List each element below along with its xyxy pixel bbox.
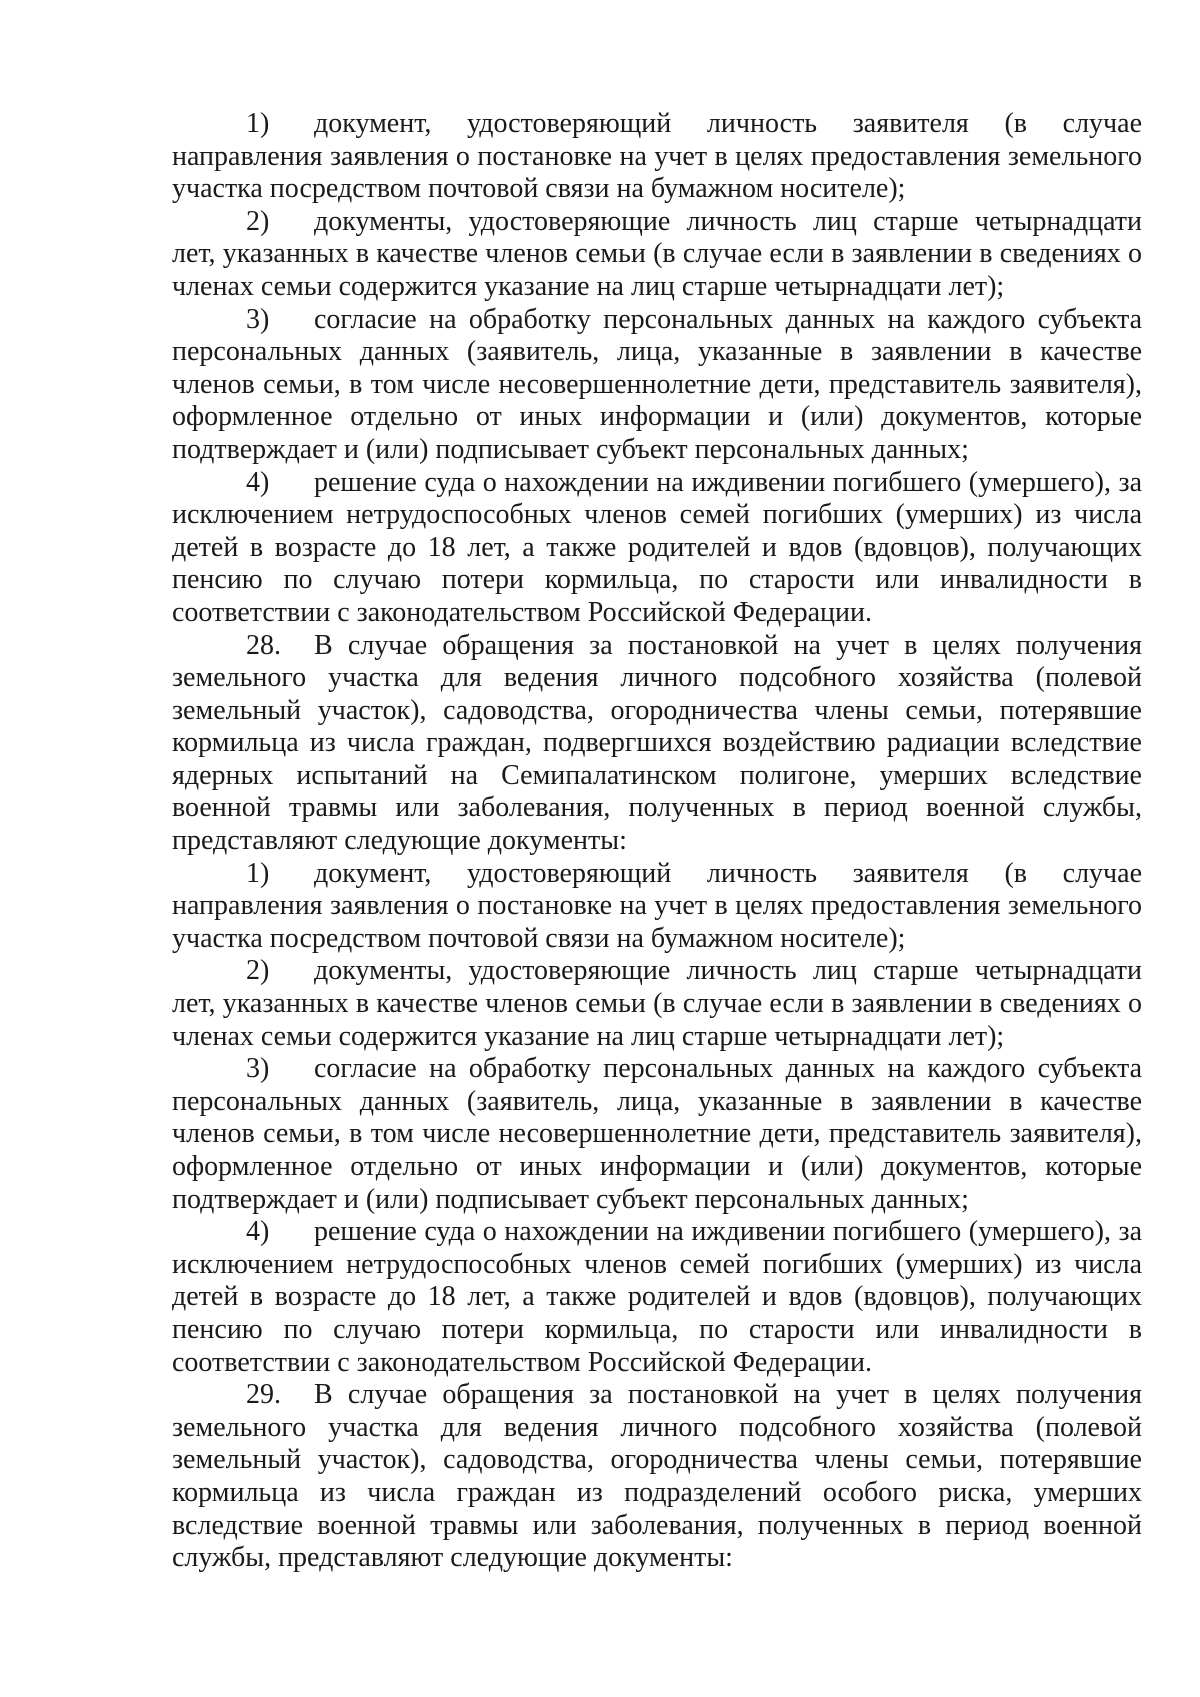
list-item xyxy=(172,467,1142,630)
item-text: согласие на обработку персональных данных на каждого субъекта персональных данных (заявитель, лица, указанные в заявлении в качестве членов семьи, в том числе несовершеннолетние дети, представитель заявителя), оформленное отдельно от иных информации и (или) документов, которые подтверждает и (или) подписывает субъект персональных данных; xyxy=(172,1053,1142,1215)
item-number: 3) xyxy=(246,1053,270,1085)
item-text: решение суда о нахождении на иждивении погибшего (умершего), за исключением нетрудоспособных членов семей погибших (умерших) из числа детей в возрасте до 18 лет, а также родителей и вдов (вдовцов), получающих пенсию по случаю потери кормильца, по старости или инвалидности в соответствии с законодательством Российской Федерации. xyxy=(172,466,1142,628)
item-number: 4) xyxy=(246,1216,270,1248)
clause-number: 29. xyxy=(246,1379,281,1411)
item-text: документ, удостоверяющий личность заявителя (в случае направления заявления о постановке на учет в целях предоставления земельного участка посредством почтовой связи на бумажном носителе); xyxy=(172,108,1142,205)
item-text: решение суда о нахождении на иждивении погибшего (умершего), за исключением нетрудоспособных членов семей погибших (умерших) из числа детей в возрасте до 18 лет, а также родителей и вдов (вдовцов), получающих пенсию по случаю потери кормильца, по старости или инвалидности в соответствии с законодательством Российской Федерации. xyxy=(172,1216,1142,1378)
item-text: документ, удостоверяющий личность заявителя (в случае направления заявления о постановке на учет в целях предоставления земельного участка посредством почтовой связи на бумажном носителе); xyxy=(172,857,1142,954)
item-text: согласие на обработку персональных данных на каждого субъекта персональных данных (заявитель, лица, указанные в заявлении в качестве членов семьи, в том числе несовершеннолетние дети, представитель заявителя), оформленное отдельно от иных информации и (или) документов, которые подтверждает и (или) подписывает субъект персональных данных; xyxy=(172,303,1142,465)
item-number: 3) xyxy=(246,303,270,335)
clause-number: 28. xyxy=(246,629,281,661)
item-number: 2) xyxy=(246,205,270,237)
list-item xyxy=(172,1053,1142,1216)
clause-28 xyxy=(172,630,1142,858)
item-number: 1) xyxy=(246,857,270,889)
clause-text: В случае обращения за постановкой на учет в целях получения земельного участка для ведения личного подсобного хозяйства (полевой земельный участок), садоводства, огородничества члены семьи, потерявшие кормильца из числа граждан, подвергшихся воздействию радиации вследствие ядерных испытаний на Семипалатинском полигоне, умерших вследствие военной травмы или заболевания, полученных в период военной службы, представляют следующие документы: xyxy=(172,629,1142,857)
item-number: 4) xyxy=(246,466,270,498)
item-text: документы, удостоверяющие личность лиц старше четырнадцати лет, указанных в качестве членов семьи (в случае если в заявлении в сведениях о членах семьи содержится указание на лиц старше четырнадцати лет); xyxy=(172,205,1142,302)
item-text: документы, удостоверяющие личность лиц старше четырнадцати лет, указанных в качестве членов семьи (в случае если в заявлении в сведениях о членах семьи содержится указание на лиц старше четырнадцати лет); xyxy=(172,955,1142,1052)
clause-29 xyxy=(172,1379,1142,1575)
list-item xyxy=(172,304,1142,467)
list-item xyxy=(172,108,1142,206)
item-number: 2) xyxy=(246,955,270,987)
list-item xyxy=(172,858,1142,956)
list-item xyxy=(172,206,1142,304)
document-page xyxy=(172,108,1142,1575)
clause-text: В случае обращения за постановкой на учет в целях получения земельного участка для ведения личного подсобного хозяйства (полевой земельный участок), садоводства, огородничества члены семьи, потерявшие кормильца из числа граждан из подразделений особого риска, умерших вследствие военной травмы или заболевания, полученных в период военной службы, представляют следующие документы: xyxy=(172,1379,1142,1574)
list-item xyxy=(172,955,1142,1053)
item-number: 1) xyxy=(246,108,270,139)
list-item xyxy=(172,1216,1142,1379)
